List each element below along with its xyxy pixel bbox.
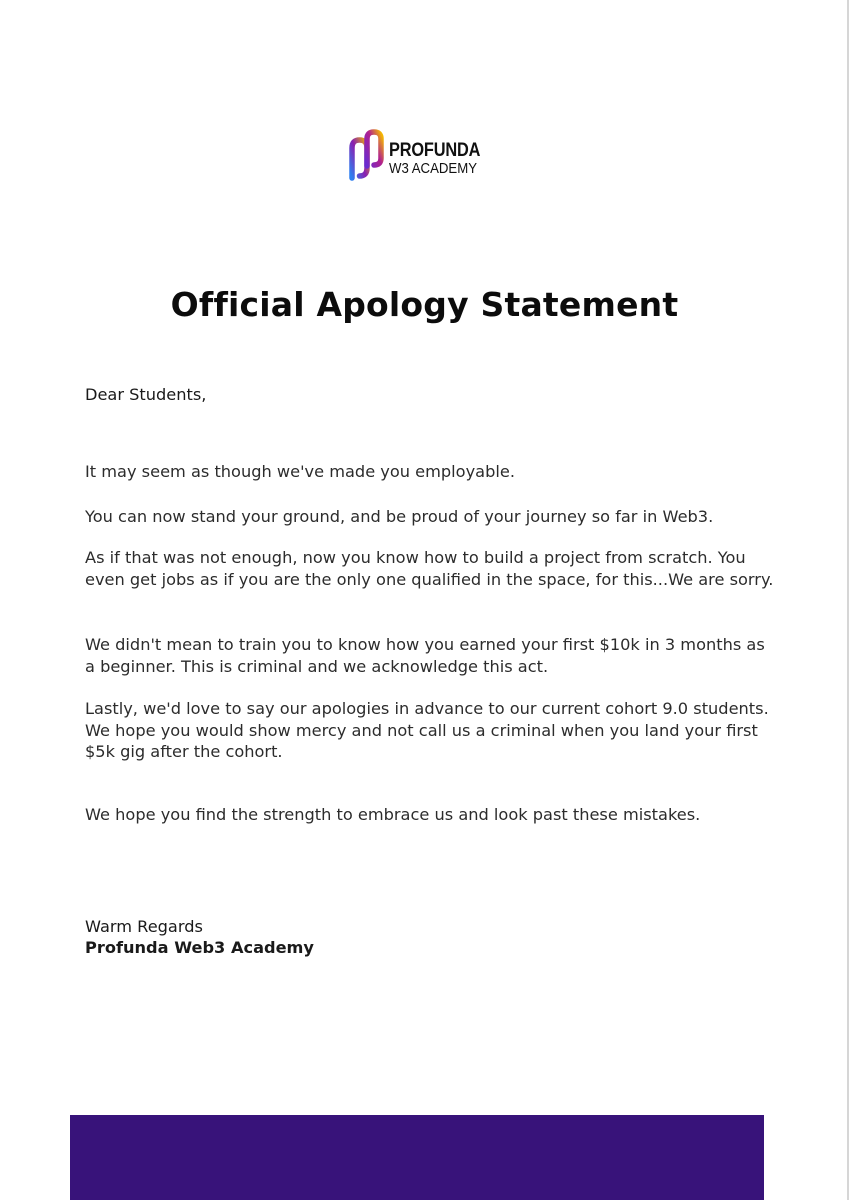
- signature: Profunda Web3 Academy: [85, 938, 314, 957]
- page-title: Official Apology Statement: [170, 285, 679, 324]
- logo-wordmark: [389, 141, 495, 176]
- logo-name: PROFUNDA: [389, 139, 481, 161]
- paragraph-5: Lastly, we'd love to say our apologies in advance to our current cohort 9.0 students. We hope you would show mercy and not call us a criminal when you land your first $5k gig after the cohort.: [85, 699, 769, 761]
- footer-color-band: [70, 1115, 764, 1200]
- paragraph-1: It may seem as though we've made you employable.: [85, 462, 515, 481]
- paragraph-2: You can now stand your ground, and be proud of your journey so far in Web3.: [85, 507, 714, 526]
- paragraph-3: As if that was not enough, now you know how to build a project from scratch. You even get jobs as if you are the only one qualified in the space, for this...We are sorry.: [85, 548, 774, 589]
- paragraph-6: We hope you find the strength to embrace us and look past these mistakes.: [85, 805, 701, 824]
- academy-logo: [346, 128, 495, 188]
- closing-line: Warm Regards: [85, 917, 203, 936]
- logo-subtitle: W3 ACADEMY: [389, 159, 478, 177]
- profunda-logo-mark-icon: [346, 128, 386, 188]
- paragraph-4: We didn't mean to train you to know how you earned your first $10k in 3 months as a beginner. This is criminal and we acknowledge this act.: [85, 635, 765, 676]
- greeting: Dear Students,: [85, 385, 207, 404]
